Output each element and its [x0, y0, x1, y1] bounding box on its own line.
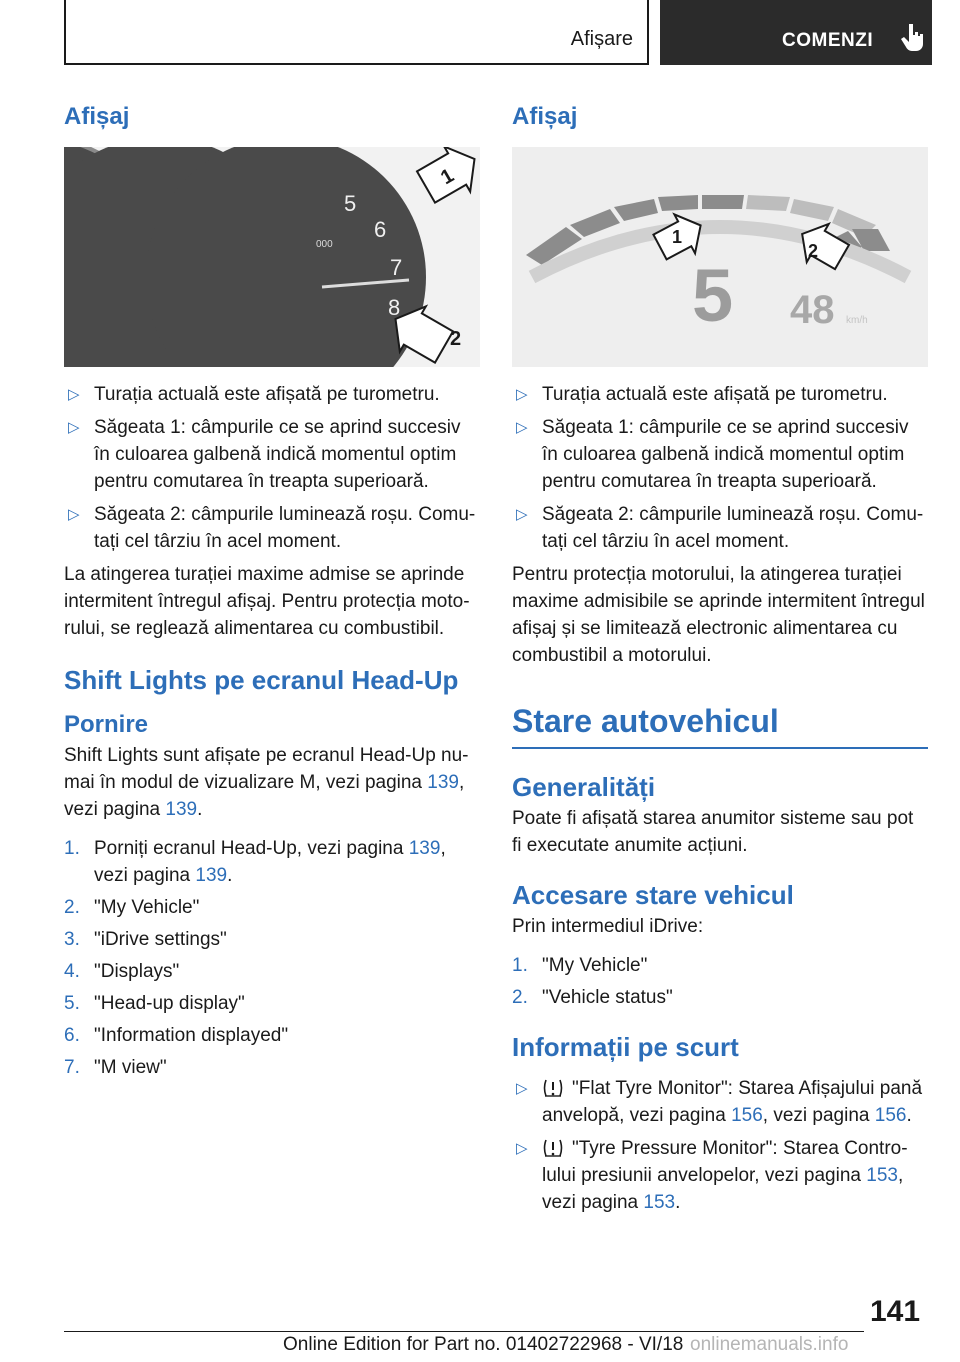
gauge-3-num-7: 7: [390, 255, 403, 280]
list-item: 6. "Information displayed": [64, 1025, 289, 1046]
list-item: 1. "My Vehicle": [512, 955, 648, 976]
list-item: 1. Porniți ecranul Head-Up, vezi pagina 139, vezi pagina 139.: [64, 838, 446, 886]
heading-divider: [512, 747, 928, 749]
page-link[interactable]: 153: [866, 1165, 898, 1186]
brand-watermark: onlinemanuals.info: [690, 1334, 849, 1355]
section-label: Afișare: [570, 28, 633, 50]
page-link[interactable]: 156: [874, 1105, 907, 1126]
accesare-steps: [512, 952, 928, 1011]
hud-illustration: [512, 147, 928, 367]
hud-arrow-1-label: 1: [672, 227, 683, 247]
heading-informatii: Informații pe scurt: [512, 1032, 739, 1062]
footer-divider: [64, 1331, 864, 1332]
bullet-triangle-icon: ▷: [516, 506, 528, 523]
page-link[interactable]: 139: [165, 799, 198, 820]
page-link[interactable]: 153: [643, 1192, 676, 1213]
bullet-triangle-icon: ▷: [516, 1080, 528, 1097]
header-section-tab: [64, 0, 649, 65]
heading-stare-autovehicul: Stare autovehicul: [512, 703, 779, 739]
tachometer-figure: [64, 147, 480, 367]
heading-shift-lights: Shift Lights pe ecranul Head-Up: [64, 665, 459, 695]
bullet-triangle-icon: ▷: [68, 386, 80, 403]
right-heading-afisaj: Afișaj: [512, 103, 578, 130]
bullet-triangle-icon: ▷: [516, 1140, 528, 1157]
list-item: ▷ Săgeata 1: câmpurile ce se aprind succesiv în culoarea galbenă indică momentul optim pentru comutarea în treapta superioară.: [64, 414, 480, 495]
list-item: 5. "Head-up display": [64, 993, 245, 1014]
list-item: 2. "My Vehicle": [64, 897, 200, 918]
list-item: ▷ "Flat Tyre Monitor": Starea Afișajului pană anvelopă, vezi pagina 156, vezi pagina 156.: [512, 1075, 928, 1129]
hud-gear: 5: [692, 254, 734, 337]
bullet-triangle-icon: ▷: [68, 419, 80, 436]
list-item: ▷ "Tyre Pressure Monitor": Starea Contro-lului presiunii anvelopelor, vezi pagina 153, vezi pagina 153.: [512, 1135, 928, 1216]
page-number: 141: [870, 1295, 921, 1328]
left-column: [64, 100, 480, 1086]
header-chapter-tab: [660, 0, 932, 65]
pornire-steps: [64, 835, 480, 1081]
generalitati-text: Poate fi afișată starea anumitor sisteme sau pot fi executate anumite acțiuni.: [512, 808, 914, 856]
right-bullet-list: [512, 381, 928, 555]
edition-text: Online Edition for Part no. 01402722968 - VI/18: [283, 1334, 684, 1355]
tachometer-illustration: [64, 147, 480, 367]
pointing-hand-icon: [900, 22, 926, 52]
left-heading-afisaj: Afișaj: [64, 103, 130, 130]
gauge-3-num-6: 6: [374, 217, 387, 242]
gauge-3: [146, 147, 480, 367]
hud-unit: km/h: [846, 315, 868, 326]
list-item: 4. "Displays": [64, 961, 180, 982]
arrow-2-label: 2: [450, 328, 462, 350]
right-column: [512, 100, 928, 1222]
bullet-triangle-icon: ▷: [68, 506, 80, 523]
list-item: ▷ Turația actuală este afișată pe turometru.: [64, 381, 480, 408]
gauge-3-num-8: 8: [388, 295, 401, 320]
pornire-intro: Shift Lights sunt afișate pe ecranul Head-Up nu-mai în modul de vizualizare M, vezi pagina 139, vezi pagina 139.: [64, 745, 469, 820]
left-bullet-list: [64, 381, 480, 555]
list-item: 7. "M view": [64, 1057, 167, 1078]
page-link[interactable]: 139: [427, 772, 459, 793]
left-paragraph: La atingerea turației maxime admise se aprinde intermitent întregul afișaj. Pentru protecția moto-rului, se reglează alimentarea cu combustibil.: [64, 564, 470, 639]
heading-generalitati: Generalități: [512, 772, 656, 802]
info-list: [512, 1075, 928, 1216]
list-item: ▷ Turația actuală este afișată pe turometru.: [512, 381, 928, 408]
gauge-3-num-5: 5: [344, 191, 357, 216]
hud-arrow-2-label: 2: [808, 241, 819, 261]
chapter-label: COMENZI: [782, 30, 874, 51]
hud-speed: 48: [790, 288, 835, 332]
bullet-triangle-icon: ▷: [516, 386, 528, 403]
accesare-intro: Prin intermediul iDrive:: [512, 916, 704, 937]
heading-accesare: Accesare stare vehicul: [512, 880, 794, 910]
list-item: 3. "iDrive settings": [64, 929, 227, 950]
page-link[interactable]: 156: [731, 1105, 763, 1126]
heading-pornire: Pornire: [64, 711, 149, 738]
gauge-3-partial: 000: [316, 239, 333, 250]
list-item: 2. "Vehicle status": [512, 987, 673, 1008]
page-link[interactable]: 139: [195, 865, 228, 886]
tyre-warning-icon: [542, 1138, 564, 1158]
arrow-1-label: 1: [437, 164, 458, 190]
right-paragraph: Pentru protecția motorului, la atingerea turației maxime admisibile se aprinde intermitent întregul afișaj și se limitează electronic alimentarea cu combustibil a motorului.: [512, 564, 925, 666]
bullet-triangle-icon: ▷: [516, 419, 528, 436]
page-link[interactable]: 139: [408, 838, 441, 859]
list-item: ▷ Săgeata 2: câmpurile luminează roșu. Comu-tați cel târziu în acel moment.: [64, 501, 480, 555]
list-item: ▷ Săgeata 2: câmpurile luminează roșu. Comu-tați cel târziu în acel moment.: [512, 501, 928, 555]
list-item: ▷ Săgeata 1: câmpurile ce se aprind succesiv în culoarea galbenă indică momentul optim pentru comutarea în treapta superioară.: [512, 414, 928, 495]
hud-figure: [512, 147, 928, 367]
tyre-warning-icon: [542, 1078, 564, 1098]
